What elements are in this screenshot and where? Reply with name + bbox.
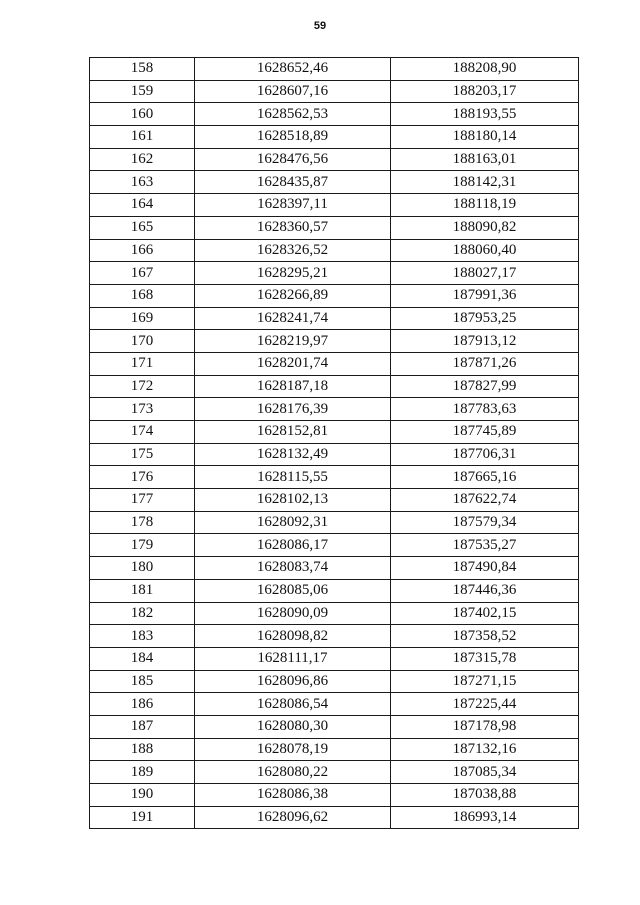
y-coordinate-cell: 186993,14 [391, 806, 579, 829]
point-number-cell: 175 [90, 443, 195, 466]
y-coordinate-cell: 187315,78 [391, 647, 579, 670]
x-coordinate-cell: 1628266,89 [195, 284, 391, 307]
table-row [90, 148, 579, 171]
y-coordinate-cell: 187827,99 [391, 375, 579, 398]
point-number-cell: 187 [90, 715, 195, 738]
point-number-cell: 161 [90, 126, 195, 149]
x-coordinate-cell: 1628152,81 [195, 421, 391, 444]
point-number-cell: 160 [90, 103, 195, 126]
table-row [90, 466, 579, 489]
table-row [90, 534, 579, 557]
y-coordinate-cell: 187402,15 [391, 602, 579, 625]
x-coordinate-cell: 1628132,49 [195, 443, 391, 466]
x-coordinate-cell: 1628086,38 [195, 784, 391, 807]
point-number-cell: 170 [90, 330, 195, 353]
x-coordinate-cell: 1628241,74 [195, 307, 391, 330]
table-row [90, 806, 579, 829]
point-number-cell: 177 [90, 489, 195, 512]
point-number-cell: 186 [90, 693, 195, 716]
point-number-cell: 172 [90, 375, 195, 398]
table-row [90, 738, 579, 761]
point-number-cell: 171 [90, 352, 195, 375]
y-coordinate-cell: 187490,84 [391, 557, 579, 580]
x-coordinate-cell: 1628098,82 [195, 625, 391, 648]
y-coordinate-cell: 187358,52 [391, 625, 579, 648]
y-coordinate-cell: 187745,89 [391, 421, 579, 444]
table-row [90, 58, 579, 81]
table-row [90, 239, 579, 262]
x-coordinate-cell: 1628295,21 [195, 262, 391, 285]
x-coordinate-cell: 1628083,74 [195, 557, 391, 580]
table-row [90, 761, 579, 784]
x-coordinate-cell: 1628096,86 [195, 670, 391, 693]
y-coordinate-cell: 187132,16 [391, 738, 579, 761]
table-row [90, 647, 579, 670]
y-coordinate-cell: 188142,31 [391, 171, 579, 194]
x-coordinate-cell: 1628092,31 [195, 511, 391, 534]
table-row [90, 171, 579, 194]
table-row [90, 557, 579, 580]
point-number-cell: 164 [90, 194, 195, 217]
x-coordinate-cell: 1628096,62 [195, 806, 391, 829]
y-coordinate-cell: 188193,55 [391, 103, 579, 126]
table-row [90, 352, 579, 375]
point-number-cell: 167 [90, 262, 195, 285]
x-coordinate-cell: 1628187,18 [195, 375, 391, 398]
x-coordinate-cell: 1628115,55 [195, 466, 391, 489]
table-row [90, 80, 579, 103]
point-number-cell: 168 [90, 284, 195, 307]
y-coordinate-cell: 188208,90 [391, 58, 579, 81]
x-coordinate-cell: 1628201,74 [195, 352, 391, 375]
y-coordinate-cell: 187665,16 [391, 466, 579, 489]
x-coordinate-cell: 1628176,39 [195, 398, 391, 421]
page-number: 59 [313, 20, 327, 32]
point-number-cell: 180 [90, 557, 195, 580]
y-coordinate-cell: 187178,98 [391, 715, 579, 738]
table-row [90, 670, 579, 693]
point-number-cell: 178 [90, 511, 195, 534]
x-coordinate-cell: 1628090,09 [195, 602, 391, 625]
table-row [90, 307, 579, 330]
point-number-cell: 176 [90, 466, 195, 489]
y-coordinate-cell: 187225,44 [391, 693, 579, 716]
coordinates-table [89, 57, 579, 829]
x-coordinate-cell: 1628078,19 [195, 738, 391, 761]
x-coordinate-cell: 1628086,17 [195, 534, 391, 557]
table-row [90, 693, 579, 716]
y-coordinate-cell: 187579,34 [391, 511, 579, 534]
x-coordinate-cell: 1628435,87 [195, 171, 391, 194]
table-row [90, 602, 579, 625]
x-coordinate-cell: 1628476,56 [195, 148, 391, 171]
table-row [90, 194, 579, 217]
x-coordinate-cell: 1628080,30 [195, 715, 391, 738]
table-row [90, 330, 579, 353]
table-row [90, 625, 579, 648]
table-row [90, 126, 579, 149]
x-coordinate-cell: 1628652,46 [195, 58, 391, 81]
table-row [90, 784, 579, 807]
table-row [90, 103, 579, 126]
y-coordinate-cell: 187913,12 [391, 330, 579, 353]
table-row [90, 489, 579, 512]
y-coordinate-cell: 187953,25 [391, 307, 579, 330]
x-coordinate-cell: 1628518,89 [195, 126, 391, 149]
table-row [90, 715, 579, 738]
y-coordinate-cell: 187038,88 [391, 784, 579, 807]
point-number-cell: 191 [90, 806, 195, 829]
y-coordinate-cell: 187871,26 [391, 352, 579, 375]
y-coordinate-cell: 188163,01 [391, 148, 579, 171]
x-coordinate-cell: 1628326,52 [195, 239, 391, 262]
point-number-cell: 174 [90, 421, 195, 444]
point-number-cell: 184 [90, 647, 195, 670]
point-number-cell: 182 [90, 602, 195, 625]
x-coordinate-cell: 1628085,06 [195, 579, 391, 602]
point-number-cell: 165 [90, 216, 195, 239]
x-coordinate-cell: 1628360,57 [195, 216, 391, 239]
table-row [90, 421, 579, 444]
point-number-cell: 183 [90, 625, 195, 648]
x-coordinate-cell: 1628607,16 [195, 80, 391, 103]
y-coordinate-cell: 187271,15 [391, 670, 579, 693]
y-coordinate-cell: 187991,36 [391, 284, 579, 307]
table-row [90, 375, 579, 398]
x-coordinate-cell: 1628397,11 [195, 194, 391, 217]
table-row [90, 443, 579, 466]
x-coordinate-cell: 1628111,17 [195, 647, 391, 670]
y-coordinate-cell: 188090,82 [391, 216, 579, 239]
y-coordinate-cell: 187535,27 [391, 534, 579, 557]
point-number-cell: 169 [90, 307, 195, 330]
x-coordinate-cell: 1628219,97 [195, 330, 391, 353]
y-coordinate-cell: 187446,36 [391, 579, 579, 602]
point-number-cell: 159 [90, 80, 195, 103]
point-number-cell: 173 [90, 398, 195, 421]
y-coordinate-cell: 187085,34 [391, 761, 579, 784]
y-coordinate-cell: 188180,14 [391, 126, 579, 149]
point-number-cell: 162 [90, 148, 195, 171]
y-coordinate-cell: 187622,74 [391, 489, 579, 512]
y-coordinate-cell: 187706,31 [391, 443, 579, 466]
table-row [90, 262, 579, 285]
y-coordinate-cell: 188118,19 [391, 194, 579, 217]
table-row [90, 511, 579, 534]
y-coordinate-cell: 187783,63 [391, 398, 579, 421]
table-row [90, 579, 579, 602]
y-coordinate-cell: 188060,40 [391, 239, 579, 262]
x-coordinate-cell: 1628562,53 [195, 103, 391, 126]
point-number-cell: 166 [90, 239, 195, 262]
coordinates-table-body [90, 58, 579, 829]
table-row [90, 216, 579, 239]
table-row [90, 284, 579, 307]
y-coordinate-cell: 188027,17 [391, 262, 579, 285]
point-number-cell: 189 [90, 761, 195, 784]
point-number-cell: 179 [90, 534, 195, 557]
x-coordinate-cell: 1628080,22 [195, 761, 391, 784]
y-coordinate-cell: 188203,17 [391, 80, 579, 103]
point-number-cell: 181 [90, 579, 195, 602]
point-number-cell: 190 [90, 784, 195, 807]
x-coordinate-cell: 1628086,54 [195, 693, 391, 716]
point-number-cell: 188 [90, 738, 195, 761]
point-number-cell: 163 [90, 171, 195, 194]
x-coordinate-cell: 1628102,13 [195, 489, 391, 512]
point-number-cell: 158 [90, 58, 195, 81]
table-row [90, 398, 579, 421]
point-number-cell: 185 [90, 670, 195, 693]
